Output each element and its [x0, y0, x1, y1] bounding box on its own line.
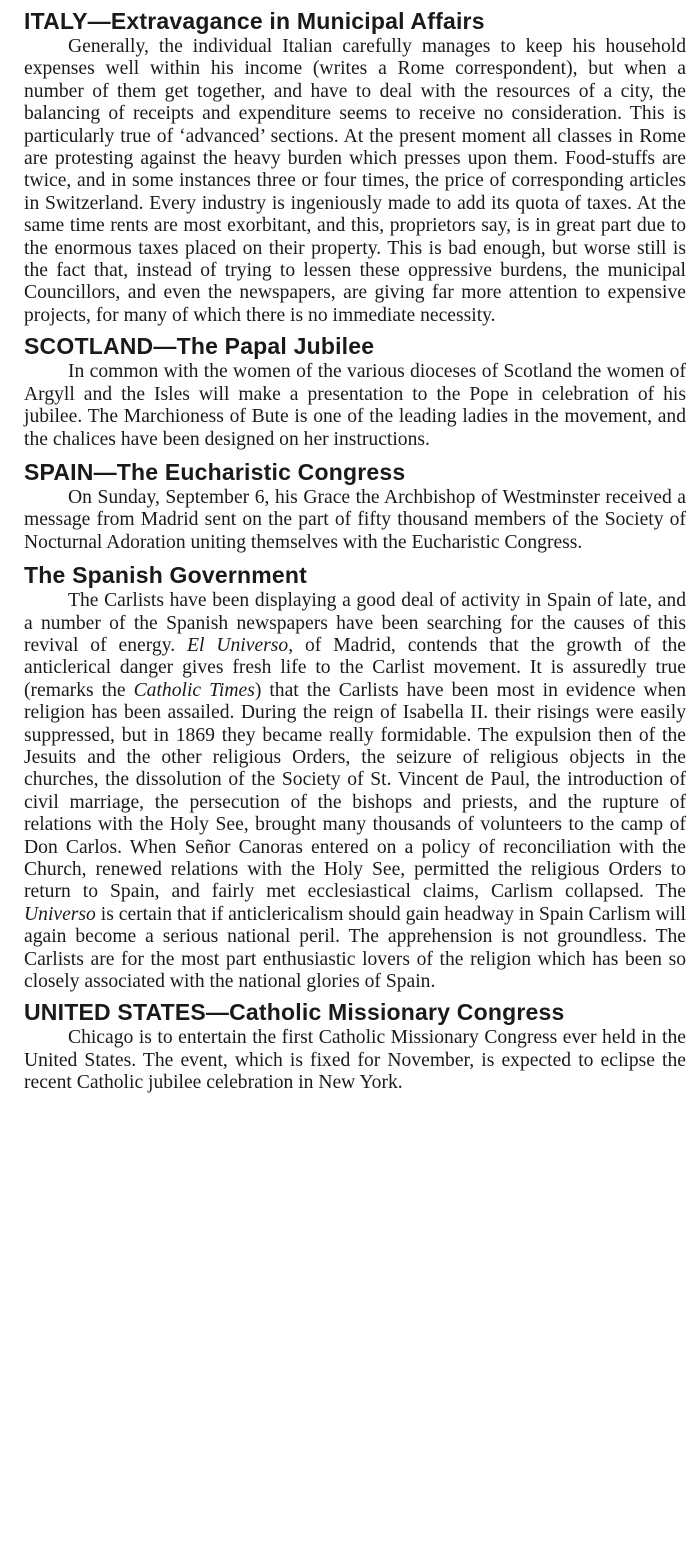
section-scotland [24, 331, 686, 451]
section-spain [24, 457, 686, 554]
section-body: Chicago is to entertain the first Catholic Missionary Congress ever held in the United States. The event, which is fixed for November, is expected to eclipse the recent Catholic jubilee celebration in New York. [24, 1027, 686, 1094]
newspaper-title: Catholic Times [133, 679, 255, 701]
section-united-states [24, 997, 686, 1094]
section-spanish-government [24, 560, 686, 993]
body-text: ) that the Carlists have been most in evidence when religion has been assailed. During the reign of Isabella II. their risings were easily suppressed, but in 1869 they became really formidable. The expulsion then of the Jesuits and the other religious Orders, the seizure of religious objects in the churches, the dissolution of the Society of St. Vincent de Paul, the introduction of civil marriage, the persecution of the bishops and priests, and the rupture of relations with the Holy See, brought many thousands of volunteers to the camp of Don Carlos. When Señor Canoras entered on a policy of reconciliation with the Church, renewed relations with the Holy See, permitted the religious Orders to return to Spain, and fairly met ecclesiastical claims, Carlism collapsed. The [24, 679, 686, 903]
section-body [24, 590, 686, 993]
newspaper-title: Universo [24, 903, 96, 925]
body-text: The Carlists have been displaying a good deal of activity in Spain of late, and a number of the Spanish newspapers have been searching for the causes of this revival of energy. [24, 590, 686, 656]
section-heading: SCOTLAND—The Papal Jubilee [24, 333, 375, 360]
body-text: is certain that if anticlericalism should gain headway in Spain Carlism will again become a serious national peril. The apprehension is not groundless. The Carlists are for the most part enthusiastic lovers of the religion which has been so closely associated with the national glories of Spain. [24, 903, 686, 993]
section-heading: ITALY—Extravagance in Municipal Affairs [24, 8, 485, 34]
section-body: Generally, the individual Italian carefully manages to keep his household expenses well within his income (writes a Rome correspondent), but when a number of them get together, and have to deal with the resources of a city, the balancing of receipts and expenditure seems to receive no consideration. This is particularly true of ‘advanced’ sections. At the present moment all classes in Rome are protesting against the heavy burden which presses upon them. Food-stuffs are twice, and in some instances three or four times, the price of corresponding articles in Switzerland. Every industry is ingeniously made to add its quota of taxes. At the same time rents are most exorbitant, and this, proprietors say, is in great part due to the enormous taxes placed on their property. This is bad enough, but worse still is the fact that, instead of trying to lessen these oppressive burdens, the municipal Councillors, and even the newspapers, are giving far more attention to expensive projects, for many of which there is no immediate necessity. [24, 36, 686, 326]
newspaper-title: El Universo [187, 634, 289, 656]
section-heading: The Spanish Government [24, 562, 308, 589]
body-text: , of Madrid, contends that the growth of the anticlerical danger gives fresh life to the Carlist movement. It is assuredly true (remarks the [24, 634, 686, 701]
section-heading: SPAIN—The Eucharistic Congress [24, 458, 406, 485]
section-heading: UNITED STATES—Catholic Missionary Congress [24, 999, 565, 1026]
section-body: On Sunday, September 6, his Grace the Archbishop of Westminster received a message from Madrid sent on the part of fifty thousand members of the Society of Nocturnal Adoration uniting themselves with the Eucharistic Congress. [24, 486, 686, 553]
section-body: In common with the women of the various dioceses of Scotland the women of Argyll and the Isles will make a presentation to the Pope in celebration of his jubilee. The Marchioness of Bute is one of the leading ladies in the movement, and the chalices have been designed on her instructions. [24, 361, 686, 450]
section-italy [24, 6, 686, 327]
